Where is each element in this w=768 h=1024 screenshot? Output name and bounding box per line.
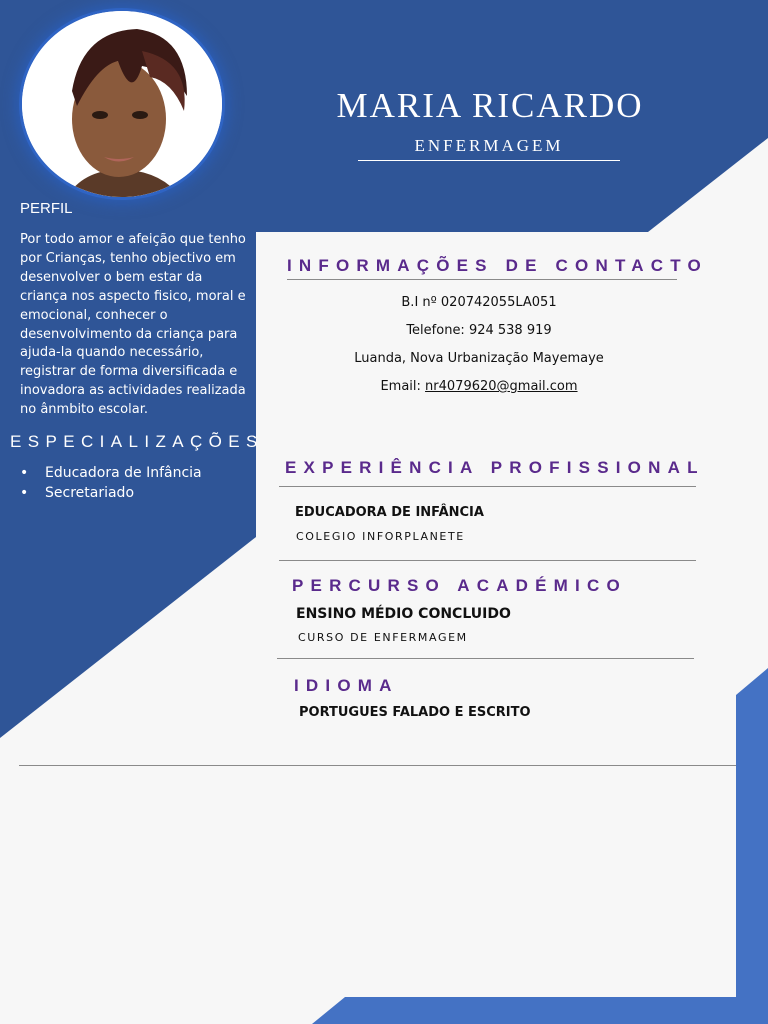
- phone-number: Telefone: 924 538 919: [406, 323, 552, 338]
- specializations-title: ESPECIALIZAÇÕES: [10, 432, 264, 451]
- languages-title: IDIOMA: [294, 676, 399, 695]
- email-label: Email:: [380, 379, 426, 394]
- candidate-role: ENFERMAGEM: [414, 136, 564, 155]
- candidate-name: MARIA RICARDO: [336, 86, 644, 125]
- education-title: PERCURSO ACADÉMICO: [292, 576, 627, 595]
- profile-text: Por todo amor e afeição que tenho por Crianças, tenho objectivo em desenvolver o bem estar da criança nos aspecto fisico, moral e emocional, conhecer o desenvolvimento da criança para ajuda-la quando necessário, registrar de forma diversificada e inovadora as actividades realizada no ânmbito escolar.: [20, 232, 246, 418]
- email: [300, 379, 658, 394]
- course: CURSO DE ENFERMAGEM: [298, 631, 468, 644]
- education-divider-top: [279, 560, 696, 561]
- portrait-photo-icon: [22, 11, 222, 197]
- email-link[interactable]: nr4079620@gmail.com: [425, 379, 578, 394]
- specialization-label: Secretariado: [45, 484, 135, 501]
- bottom-right-accent: [312, 668, 768, 1024]
- list-item: • Secretariado: [20, 484, 135, 501]
- employer: COLEGIO INFORPLANETE: [296, 530, 465, 543]
- contact-divider: [287, 279, 677, 280]
- role-underline: [358, 160, 620, 161]
- specialization-label: Educadora de Infância: [45, 465, 202, 481]
- language-item: PORTUGUES FALADO E ESCRITO: [299, 705, 531, 720]
- profile-title: PERFIL: [20, 200, 73, 217]
- id-number: B.I nº 020742055LA051: [401, 295, 557, 310]
- address: Luanda, Nova Urbanização Mayemaye: [354, 351, 604, 366]
- list-item: • Educadora de Infância: [20, 465, 202, 481]
- degree: ENSINO MÉDIO CONCLUIDO: [296, 606, 511, 622]
- experience-divider: [279, 486, 696, 487]
- education-divider-bottom: [277, 658, 694, 659]
- specializations-list: [20, 464, 202, 503]
- job-title: EDUCADORA DE INFÂNCIA: [295, 505, 484, 520]
- experience-title: EXPERIÊNCIA PROFISSIONAL: [285, 458, 705, 477]
- profile-photo: [22, 11, 222, 197]
- contact-title: INFORMAÇÕES DE CONTACTO: [287, 256, 708, 275]
- footer-divider: [19, 765, 736, 766]
